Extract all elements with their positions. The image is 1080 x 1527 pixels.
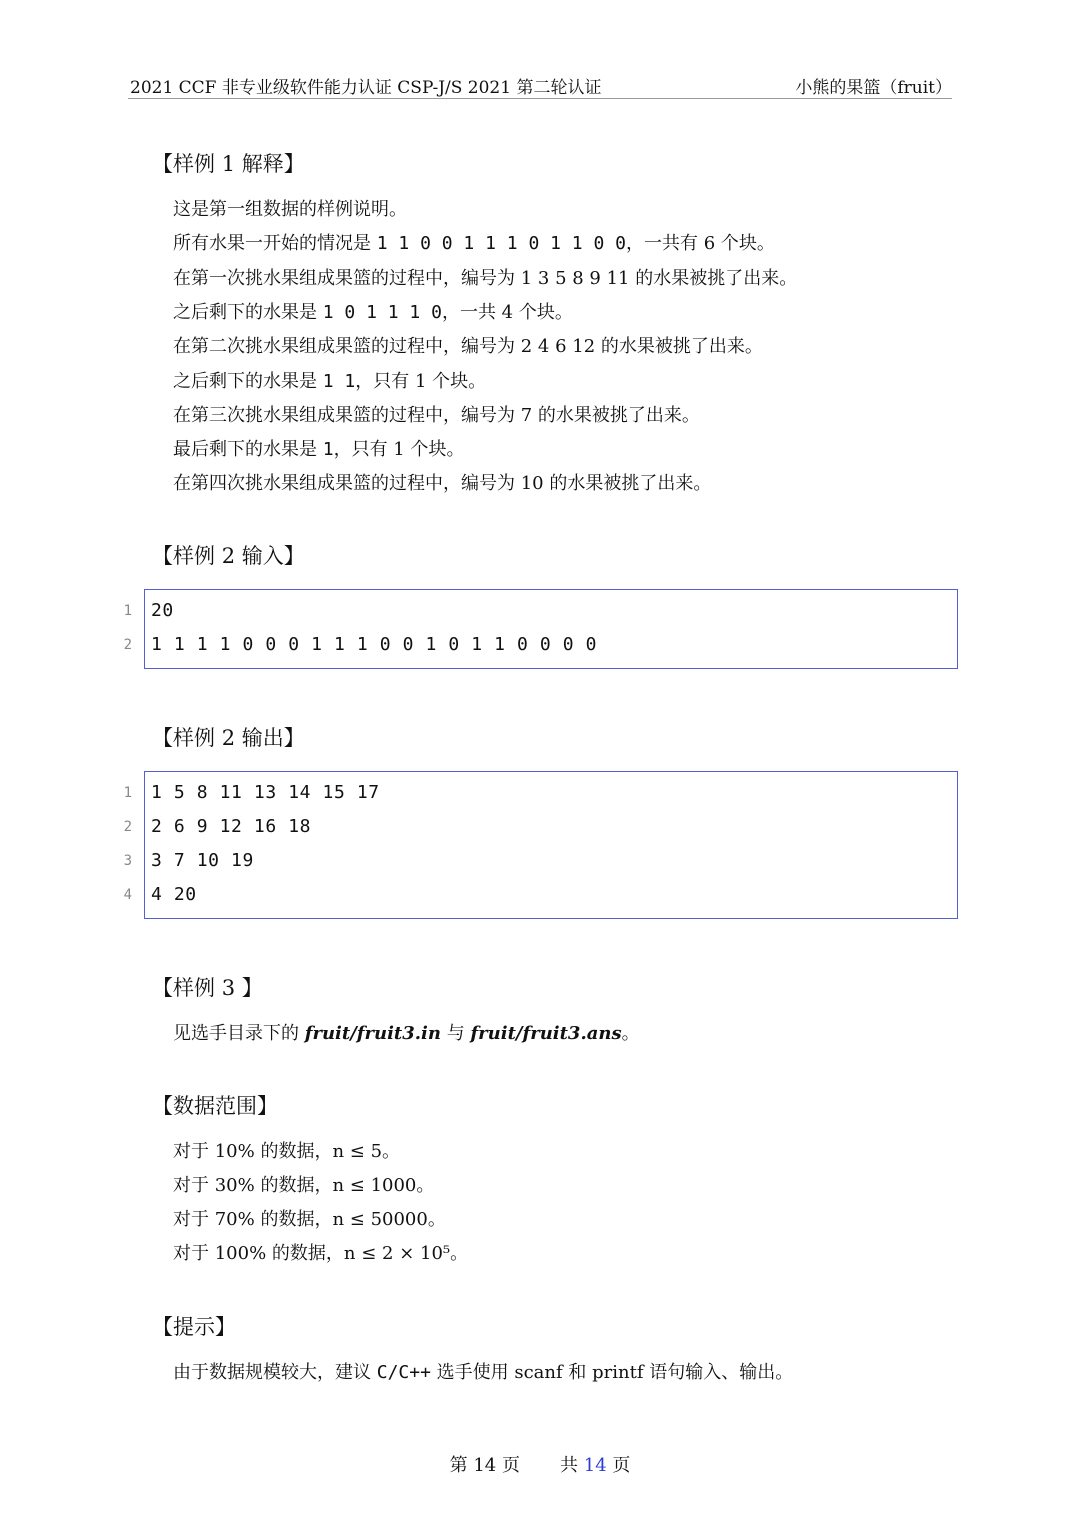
explanation-line <box>173 267 797 291</box>
explanation-text: 在第二次挑水果组成果篮的过程中，编号为 2 4 6 12 的水果被挑了出来。 <box>173 336 763 358</box>
explanation-line <box>173 370 486 394</box>
line-number: 4 <box>123 887 132 903</box>
fruit-sequence: 1 1 0 0 1 1 1 0 1 1 0 0 <box>376 233 626 255</box>
running-header-title: 2021 CCF 非专业级软件能力认证 CSP-J/S 2021 第二轮认证 <box>130 78 602 98</box>
explanation-line <box>173 404 700 428</box>
line-number: 2 <box>123 819 132 835</box>
code-line: 20 <box>151 600 174 621</box>
data-range-line: 对于 30% 的数据，n ≤ 1000。 <box>173 1175 435 1196</box>
heading-sample3: 【样例 3 】 <box>152 976 263 1000</box>
data-range-line: 对于 70% 的数据，n ≤ 50000。 <box>173 1209 446 1230</box>
line-number: 1 <box>123 785 132 801</box>
line-number: 3 <box>123 853 132 869</box>
hint-text: 由于数据规模较大，建议 C/C++ 选手使用 scanf 和 printf 语句输入、输出。 <box>173 1362 794 1383</box>
running-header-problem: 小熊的果篮（fruit） <box>795 78 952 98</box>
explanation-text: 在第一次挑水果组成果篮的过程中，编号为 1 3 5 8 9 11 的水果被挑了出来。 <box>173 267 798 289</box>
explanation-text: 之后剩下的水果是 <box>173 301 323 323</box>
line-number: 1 <box>123 603 132 619</box>
code-line: 4 20 <box>151 884 197 905</box>
fruit-sequence: 1 0 1 1 1 0 <box>322 301 442 323</box>
explanation-line <box>173 198 407 222</box>
explanation-text: 在第三次挑水果组成果篮的过程中，编号为 7 的水果被挑了出来。 <box>173 404 700 426</box>
explanation-line <box>173 472 711 496</box>
code-line: 1 1 1 1 0 0 0 1 1 1 0 0 1 0 1 1 0 0 0 0 <box>151 634 598 655</box>
fruit-sequence: 1 1 <box>322 370 356 392</box>
explanation-line <box>173 301 573 325</box>
heading-sample1-explain: 【样例 1 解释】 <box>152 152 305 176</box>
explanation-text: 所有水果一开始的情况是 <box>173 233 377 255</box>
file-name-ans: fruit/fruit3.ans <box>470 1023 622 1044</box>
total-pages-link[interactable]: 14 <box>583 1455 607 1476</box>
explanation-text: 这是第一组数据的样例说明。 <box>173 199 407 220</box>
explanation-text: 最后剩下的水果是 <box>173 439 323 461</box>
header-rule <box>128 98 952 99</box>
code-block-output <box>144 771 958 919</box>
explanation-line <box>173 232 775 256</box>
heading-sample2-input: 【样例 2 输入】 <box>152 544 305 568</box>
file-name-in: fruit/fruit3.in <box>304 1023 441 1044</box>
data-range-line: 对于 10% 的数据，n ≤ 5。 <box>173 1141 401 1162</box>
code-line: 1 5 8 11 13 14 15 17 <box>151 782 380 803</box>
explanation-text: 在第四次挑水果组成果篮的过程中，编号为 10 的水果被挑了出来。 <box>173 473 712 495</box>
explanation-line <box>173 438 464 462</box>
explanation-text: 之后剩下的水果是 <box>173 370 323 392</box>
explanation-text: ，一共有 6 个块。 <box>625 233 775 255</box>
fruit-sequence: 1 <box>322 439 334 461</box>
heading-hint: 【提示】 <box>152 1315 236 1339</box>
explanation-text: ，只有 1 个块。 <box>355 370 487 392</box>
code-line: 2 6 9 12 16 18 <box>151 816 312 837</box>
code-block-input <box>144 589 958 669</box>
code-line: 3 7 10 19 <box>151 850 254 871</box>
explanation-text: ，一共 4 个块。 <box>441 301 573 323</box>
data-range-line: 对于 100% 的数据，n ≤ 2 × 10⁵。 <box>173 1243 469 1264</box>
explanation-line <box>173 335 763 359</box>
sample3-text: 见选手目录下的 fruit/fruit3.in 与 fruit/fruit3.ans。 <box>173 1023 640 1044</box>
explanation-text: ，只有 1 个块。 <box>333 439 465 461</box>
heading-sample2-output: 【样例 2 输出】 <box>152 726 305 750</box>
page-footer: 第 14 页 共 14 页 <box>449 1455 631 1476</box>
heading-data-range: 【数据范围】 <box>152 1094 278 1118</box>
line-number: 2 <box>123 637 132 653</box>
